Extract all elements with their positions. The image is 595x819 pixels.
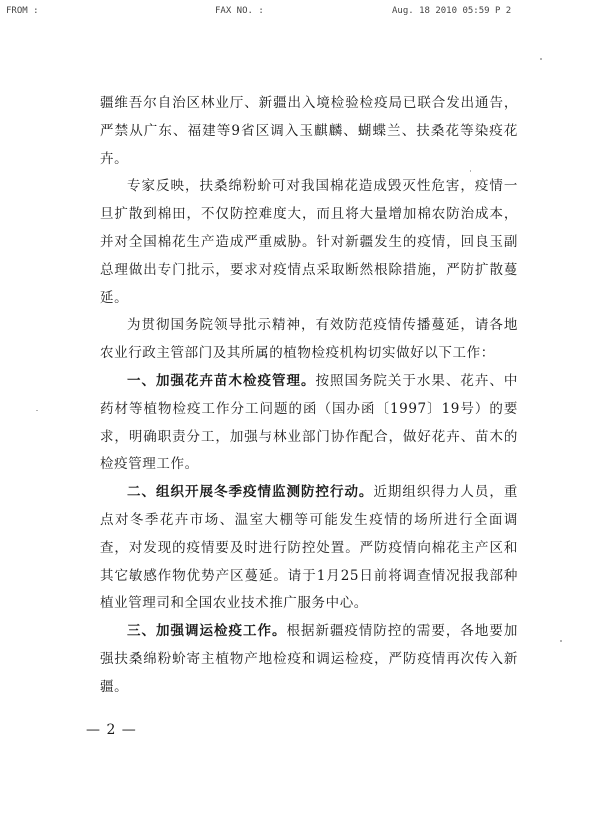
paragraph-item-2 <box>100 479 518 618</box>
paragraph-expert-opinion <box>100 173 518 312</box>
scan-speck <box>470 170 471 172</box>
paragraph-text: 为贯彻国务院领导批示精神，有效防范疫情传播蔓延，请各地农业行政主管部门及其所属的植物检疫机构切实做好以下工作： <box>100 317 518 362</box>
fax-header <box>0 4 595 20</box>
document-body <box>100 90 518 702</box>
item-heading: 一、加强花卉苗木检疫管理。 <box>127 372 316 389</box>
scan-speck <box>36 410 38 411</box>
paragraph-instructions <box>100 312 518 368</box>
paragraph-text: 疆维吾尔自治区林业厅、新疆出入境检验检疫局已联合发出通告，严禁从广东、福建等9省区调入玉麒麟、蝴蝶兰、扶桑花等染疫花卉。 <box>100 95 518 167</box>
page-number: — 2 — <box>86 722 137 738</box>
fax-date-stamp: Aug. 18 2010 05:59 P 2 <box>392 6 512 16</box>
fax-number-label: FAX NO. : <box>215 6 264 16</box>
paragraph-item-1 <box>100 368 518 479</box>
paragraph-continuation <box>100 90 518 173</box>
item-heading: 二、组织开展冬季疫情监测防控行动。 <box>127 484 374 501</box>
scan-speck <box>560 640 562 642</box>
paragraph-text: 专家反映，扶桑绵粉蚧可对我国棉花造成毁灭性危害，疫情一旦扩散到棉田，不仅防控难度大，而且将大量增加棉农防治成本，并对全国棉花生产造成严重威胁。针对新疆发生的疫情，回良玉副总理做出专门批示，要求对疫情点采取断然根除措施，严防扩散蔓延。 <box>100 178 518 306</box>
fax-from-label: FROM : <box>6 6 39 16</box>
scan-speck <box>540 58 542 60</box>
paragraph-text: 近期组织得力人员，重点对冬季花卉市场、温室大棚等可能发生疫情的场所进行全面调查，对发现的疫情要及时进行防控处置。严防疫情向棉花主产区和其它敏感作物优势产区蔓延。请于1月25日前将调查情况报我部种植业管理司和全国农业技术推广服务中心。 <box>100 484 519 612</box>
item-heading: 三、加强调运检疫工作。 <box>127 623 287 640</box>
paragraph-text: 根据新疆疫情防控的需要，各地要加强扶桑绵粉蚧寄主植物产地检疫和调运检疫，严防疫情再次传入新疆。 <box>100 623 518 695</box>
paragraph-item-3 <box>100 618 518 701</box>
paragraph-text: 按照国务院关于水果、花卉、中药材等植物检疫工作分工问题的函（国办函〔1997〕19号）的要求，明确职责分工，加强与林业部门协作配合，做好花卉、苗木的检疫管理工作。 <box>100 372 518 473</box>
